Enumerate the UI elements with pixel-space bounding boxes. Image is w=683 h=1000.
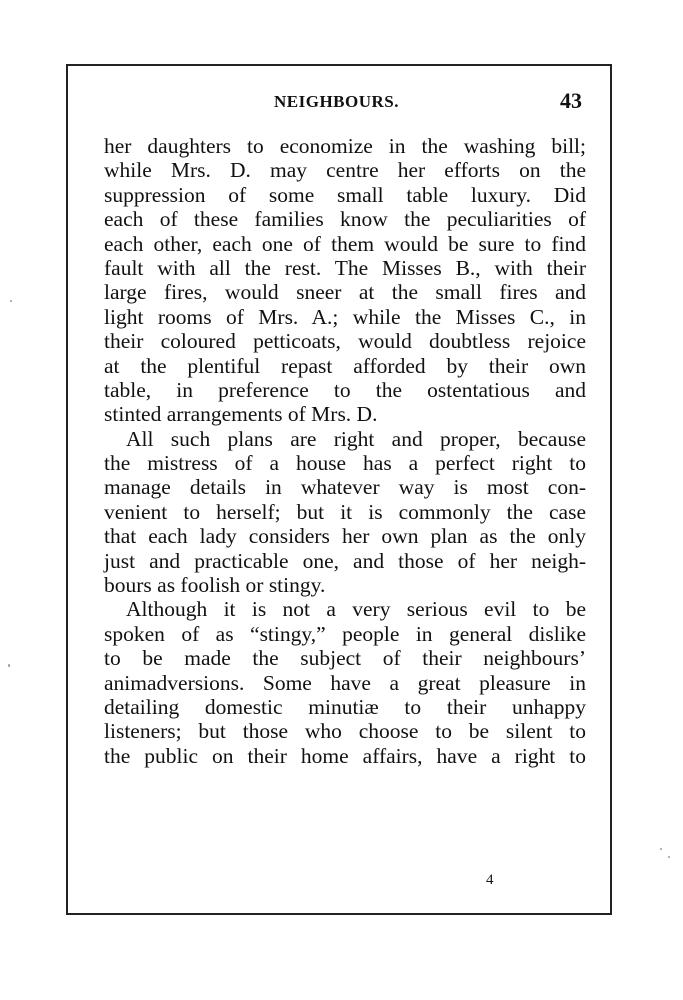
text-line: spoken of as “stingy,” people in general dislike — [104, 621, 586, 646]
signature-mark: 4 — [486, 872, 494, 888]
text-line: animadversions. Some have a great pleasure in — [104, 670, 586, 695]
paragraph-first-line: Although it is not a very serious evil to be — [126, 597, 586, 622]
page-number: 43 — [560, 88, 582, 113]
text-line: listeners; but those who choose to be silent to — [104, 719, 586, 744]
text-line: suppression of some small table luxury. Did — [104, 182, 586, 207]
scan-speck — [660, 848, 662, 850]
text-line: the mistress of a house has a perfect right to — [104, 451, 586, 476]
text-line: the public on their home affairs, have a right to — [104, 743, 586, 768]
scan-speck — [668, 856, 670, 858]
text-line: her daughters to economize in the washing bill; — [104, 134, 586, 158]
text-line: venient to herself; but it is commonly the case — [104, 499, 586, 524]
page-frame — [66, 64, 612, 915]
running-head — [68, 88, 610, 118]
paragraph-last-line: bours as foolish or stingy. — [104, 573, 326, 598]
text-line: just and practicable one, and those of her neigh- — [104, 548, 586, 573]
scan-speck — [8, 664, 10, 667]
text-line: table, in preference to the ostentatious and — [104, 377, 586, 402]
text-line: large fires, would sneer at the small fires and — [104, 280, 586, 305]
body-text — [104, 134, 586, 768]
text-line: at the plentiful repast afforded by their own — [104, 353, 586, 378]
running-head-title: NEIGHBOURS. — [274, 92, 399, 111]
text-line: to be made the subject of their neighbours’ — [104, 646, 586, 671]
text-line: their coloured petticoats, would doubtless rejoice — [104, 329, 586, 354]
text-line: each other, each one of them would be sure to find — [104, 231, 586, 256]
text-line: that each lady considers her own plan as the only — [104, 524, 586, 549]
text-line: while Mrs. D. may centre her efforts on the — [104, 158, 586, 183]
paragraph-first-line: All such plans are right and proper, because — [126, 426, 586, 451]
text-line: detailing domestic minutiæ to their unhappy — [104, 694, 586, 719]
text-line: each of these families know the peculiarities of — [104, 207, 586, 232]
paragraph-last-line: stinted arrangements of Mrs. D. — [104, 402, 378, 427]
scan-speck — [10, 300, 12, 302]
text-line: fault with all the rest. The Misses B., with their — [104, 255, 586, 280]
text-line: light rooms of Mrs. A.; while the Misses C., in — [104, 304, 586, 329]
text-line: manage details in whatever way is most con- — [104, 475, 586, 500]
